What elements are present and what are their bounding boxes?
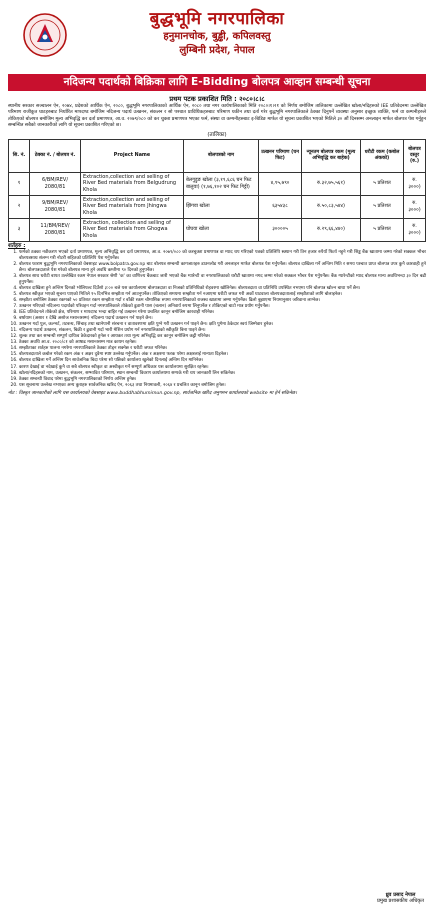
cell-deposit: ५ प्रतिशत [361,172,404,195]
cell-quantity: ३००००५ [259,218,302,241]
cell-sn: ३ [9,218,30,241]
signature-block [377,892,424,905]
conditions-list [8,250,426,389]
col-header-deposit: धरौटी रकम (कबोल अंकको) [361,139,404,172]
cell-deposit: ५ प्रतिशत [361,195,404,218]
table-header-row [9,139,426,172]
cell-sn: २ [9,195,30,218]
cell-contract: 11/BM/REV/ 2080/81 [30,218,81,241]
address-line-1: हनुमानचोक, बुड्ढी, कपिलवस्तु [163,31,271,42]
col-header-quantity: उत्खनन परिमाण (घन फिट) [259,139,302,172]
publish-date: प्रथम पटक प्रकाशित मिति : २०८०।८।८ [169,95,265,103]
condition-item: 10. उत्खनन गर्दा पुल, कल्भर्ट, तटबन्ध, सिंचाइ तथा खानेपानी संरचना र वातावरणमा क्षति पुग्ने गरी उत्खनन गर्न पाइने छैन। क्षति पुगेमा ठेकेदार स्वयं जिम्मेवार हुनेछ। [19,322,426,328]
table-row [9,172,426,195]
organization-name: बुद्धभूमि नगरपालिका [149,9,285,29]
col-header-fee: बोलपत्र दस्तुर (रु.) [404,139,426,172]
condition-item: 7. उत्खनन गरिएको नदिजन्य पदार्थको परिवहन गर्दा नगरपालिकाले तोकेको ढुवानी पास (चलान) अनिवार्य रुपमा लिनुपर्नेछ र तोकिएको बाटो मात्र प्रयोग गर्नुपर्नेछ। [19,304,426,310]
footer-note: नोट : विस्तृत जानकारीको लागि यस कार्यालयको वेबसाइट www.buddhabhumimun.gov.np, सार्वजनिक खरिद अनुगमन कार्यालयको website मा हेर्न सकिनेछ। [8,390,297,396]
cell-fee: रु. ३०००) [404,195,426,218]
col-header-bid-name: बोलपत्रको नाम [184,139,259,172]
condition-item: 1. फर्मको ठक्का नवीकरण भएको दर्ता प्रमाणपत्र, मूल्य अभिवृद्धि कर दर्ता प्रमाणपत्र, आ.व. २०७९/०८० को करचुक्ता प्रमाणपत्र वा म्याद थप गरिएको पत्रको प्रतिलिपि स्क्यान गरी तिन हजार रुपैयाँ फिर्ता नहुने गरी सिड्ड बैंक खातामा जम्मा गरेको सक्कल भौचर बोलपत्रसाथ संलग्न गरी नोटरी सहितको प्रतिलिपि पेश गर्नुपर्नेछ। [19,250,426,262]
cell-project: Extraction,collection and selling of River Bed materials from Belgudrung Khola [81,172,184,195]
col-header-sn: सि. नं. [9,139,30,172]
table-row [9,195,426,218]
notice-title-banner: नदिजन्य पदार्थको बिक्रिका लागि E-Bidding बोलपत्र आव्हान सम्बन्धी सूचना [8,74,426,91]
cell-sn: १ [9,172,30,195]
cell-min-amount: रु.५०,८३,५४४) [302,195,361,218]
cell-fee: रु. ३०००) [404,172,426,195]
condition-item: 20. यस सूचनामा उल्लेख नभएका अन्य कुराहरु सार्वजनिक खरिद ऐन, २०६३ तथा नियमावली, २०६४ र प्रचलित कानून बमोजिम हुनेछ। [19,383,426,389]
condition-item: 6. सम्झौता बमोजिम ठेक्का रकमको ५० प्रतिशत रकम सम्झौता गर्दा र बाँकी रकम चौमासिक रुपमा नगरपालिकाको राजस्व खातामा जम्मा गर्नुपर्नेछ। ढिलो बुझाएमा नियमानुसार जरिवाना लाग्नेछ। [19,298,426,304]
condition-item: 9. बर्षायाम (असार १ देखि असोज मसान्तसम्म) नदिजन्य पदार्थ उत्खनन गर्न पाइने छैन। [19,316,426,322]
col-header-contract: ठेक्का नं. / बोलपत्र नं. [30,139,81,172]
address-line-2: लुम्बिनी प्रदेश, नेपाल [179,45,255,56]
cell-bid-name: घोघवा खोला [184,218,259,241]
cell-quantity: ६३५४३८ [259,195,302,218]
condition-item: 4. बोलपत्र दाखिला हुने अन्तिम दिनको भोलिपल्ट दिउँसो ३:०० बजे यस कार्यालयमा बोलपत्रदाता वा निजको प्रतिनिधिको रोहवरमा खोलिनेछ। बोलपत्रदाता वा प्रतिनिधि उपस्थित नभएमा पनि बोलपत्र खोल्न बाधा पर्ने छैन। [19,286,426,292]
cell-project: Extraction,collection and selling of River Bed materials from Jhingwa Khola [81,195,184,218]
condition-item: 8. IEE प्रतिवेदनले तोकेको क्षेत्र, परिमाण र मापदण्ड भन्दा बाहिर गई उत्खनन गरेमा प्रचलित कानून बमोजिम कारवाही गरिनेछ। [19,310,426,316]
cell-bid-name: बेलगुड्रुङ खोला (३,१९,६८६ घन फिट बालुवा) (१,७६,१०२ घन फिट गिट्टी) [184,172,259,195]
cell-project: Extraction, collection and selling of River Bed materials from Ghogwa Khola [81,218,184,241]
cell-quantity: ४,९५,७९० [259,172,302,195]
condition-item: 5. बोलपत्र स्वीकृत भएको सूचना पाएको मितिले १५ दिनभित्र सम्झौता गर्न आउनुपर्नेछ। तोकिएको समयमा सम्झौता गर्न नआएमा धरौटी जफत गरी अर्को घाटवाला बोलपत्रदातालाई सम्झौताको लागि बोलाइनेछ। [19,292,426,298]
signatory-name: ध्रुव प्रसाद नेपाल [385,891,416,898]
col-header-project: Project Name [81,139,184,172]
condition-item: 11. नदिजन्य पदार्थ उत्खनन, संकलन, बिक्री र ढुवानी गर्दा भारी मेशिन प्रयोग गर्न नगरपालिकाको स्वीकृति बिना पाइने छैन। [19,328,426,334]
table-row [9,218,426,241]
intro-paragraph: स्थानीय सरकार सञ्चालन ऐन, २०७४, प्रदेशको आर्थिक ऐन, २०८०, बुद्धभूमि नगरपालिकाको आर्थिक ऐन, २०८० तथा नगर कार्यपालिकाको मिति २०८०।१।२१ को निर्णय बमोजिम तालिकामा उल्लेखित खोला/नदिहरुको IEE प्रतिवेदनमा उल्लेखित परिमाण राजीकुत घाटहरुबाट निर्धारित मापदण्ड बमोजिम नदिजन्य पदार्थ उत्खनन, संकलन र सो पश्चात प्राविधिकहरुबाट परिमाण यकीन तथा दर्ता गरेर बुद्धभूमि नगरपालिकाले ठेक्का दिनुपर्ने व्यवस्था अनुसार इच्छुक व्यक्ति, फर्म वा कम्पनीहरुले तोकिएको बोलपत्र बमोजिम मूल्य अभिवृद्धि कर दर्ता प्रमाणपत्र, आ.व. २०७९/०८० को कर चुक्ता प्रमाणपत्र भएका फर्म, संस्था वा कम्पनीहरुबाट इ-बिडिङ मार्फत यो सूचना प्रकाशित भएको मितिले ३० औं दिनसम्म अनलाइन मार्फत बोलपत्र पेश गर्नुहुन सम्बन्धित सबैको जानकारीको लागि यो सूचना प्रकाशित गरिएको छ। [8,104,426,129]
condition-item: 3. बोलपत्र साथ धरौटी बापत उल्लेखित रकम नेपाल सरकार श्रेणी 'क' का वाणिज्य बैंकबाट जारी भएको बैंक ग्यारेन्टी वा नगरपालिकाको धरौटी खातामा नगद जम्मा गरेको सक्कल भौचर पेश गर्नुपर्नेछ। बैंक ग्यारेन्टीको म्याद बोलपत्र मान्य अवधिभन्दा ३० दिन बढी हुनुपर्नेछ। [19,274,426,286]
condition-item: 12. शुल्क तथा कर सम्बन्धी सम्पूर्ण दायित्व ठेकेदारको हुनेछ र आयकर तथा मूल्य अभिवृद्धि कर कानून बमोजिम कट्टी गरिनेछ। [19,334,426,340]
cell-contract: 9/BM/REV/ 2080/81 [30,195,81,218]
letterhead [8,6,426,72]
condition-item: 18. खोला/नदिहरुको नाम, उत्खनन, संकलन, सम्भावित परिमाण, स्थान सम्बन्धी विवरण कार्यालयमा सम्पर्क गरी थप जानकारी लिन सकिनेछ। [19,371,426,377]
cell-contract: 6/BM/REV/ 2080/81 [30,172,81,195]
bid-lots-table [8,139,426,242]
cell-deposit: ५ प्रतिशत [361,218,404,241]
condition-item: 19. ठेक्का सम्बन्धी विवाद परेमा बुद्धभूमि नगरपालिकाको निर्णय अन्तिम हुनेछ। [19,377,426,383]
cell-bid-name: झिंगवा खोला [184,195,259,218]
cell-fee: रु. ३०००) [404,218,426,241]
condition-item: 17. कारण देखाई वा नदेखाई कुनै वा सबै बोलपत्र स्वीकृत वा अस्वीकृत गर्ने सम्पूर्ण अधिकार यस कार्यालयमा सुरक्षित रहनेछ। [19,365,426,371]
letterhead-text [8,8,426,58]
condition-item: 13. ठेक्का अवधि आ.व. २०८०/८१ को आषाढ मसान्तसम्म मात्र कायम रहनेछ। [19,340,426,346]
condition-item: 2. बोलपत्र फाराम बुद्धभूमि नगरपालिकाको वेबसाइट www.bolpatra.gov.np बाट बोलपत्र सम्बन्धी कागजातहरु डाउनलोड गरी अनलाइन मार्फत बोलपत्र पेश गर्नुपर्नेछ। बोलपत्र दाखिला गर्ने अन्तिम मिति र समय पश्चात प्राप्त बोलपत्र उपर कुनै कारवाही हुने छैन। बोलपत्रदाताले पेश गरेको बोलपत्र मान्य हुने अवधि कम्तीमा ९० दिनको हुनुपर्नेछ। [19,262,426,274]
signatory-title: प्रमुख प्रशासकीय अधिकृत [377,898,424,905]
conditions-heading: शर्तहरु : [8,242,26,249]
condition-item: 15. बोलपत्रदाताले कबोल गरेको रकम अंक र अक्षर दुवैमा स्पष्ट उल्लेख गर्नुपर्नेछ। अंक र अक्षरमा फरक परेमा अक्षरलाई मान्यता दिइनेछ। [19,352,426,358]
condition-item: 16. बोलपत्र दाखिला गर्ने अन्तिम दिन सार्वजनिक बिदा परेमा सो पछिको कार्यालय खुलेको दिनलाई अन्तिम दिन मानिनेछ। [19,358,426,364]
table-caption: (तालिका) [207,131,227,138]
condition-item: 14. सम्झौताका शर्तहरु पालना नगरेमा नगरपालिकाले ठेक्का तोड्न सक्नेछ र धरौटी जफत गरिनेछ। [19,346,426,352]
cell-min-amount: रु.३२,७५,५६१) [302,172,361,195]
col-header-min-amount: न्यूनतम बोलपत्र रकम (मूल्य अभिवृद्धि कर बाहेक) [302,139,361,172]
cell-min-amount: रु.२९,६६,४४०) [302,218,361,241]
